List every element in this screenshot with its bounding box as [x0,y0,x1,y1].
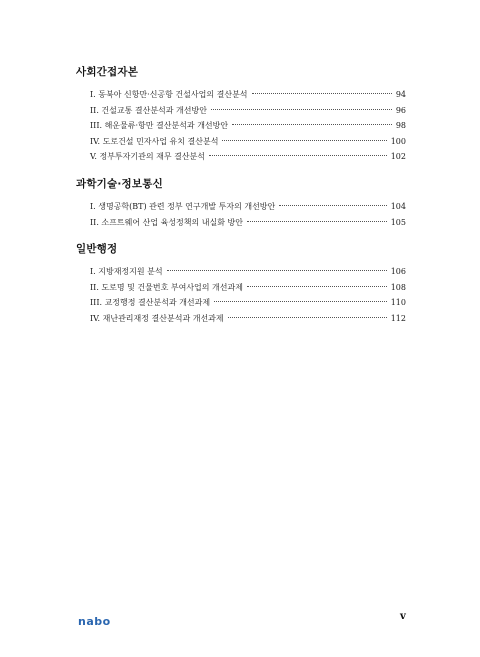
toc-entry-text: I. 동북아 신항만·신공항 건설사업의 결산분석 [90,90,248,99]
toc-entry[interactable] [90,149,406,165]
toc-entry-page: 105 [390,217,406,227]
section-title: 일반행정 [76,243,118,255]
toc-entry-page: 98 [395,121,406,130]
toc-entry[interactable] [90,87,406,103]
toc-entry-page: 100 [390,136,406,146]
toc-entry-text: III. 해운물류·항만 결산분석과 개선방안 [90,121,229,130]
toc-entry-page: 96 [395,105,406,115]
toc-entry-text: V. 정부투자기관의 재무 결산분석 [90,152,206,161]
dot-leader [252,93,392,94]
toc-entry-page: 106 [390,267,406,276]
toc-entry-text: III. 교정행정 결산분석과 개선과제 [90,298,211,307]
dot-leader [279,205,386,206]
dot-leader [167,270,387,271]
dot-leader [247,286,387,287]
dot-leader [228,317,387,318]
toc-entry-text: I. 생명공학(BT) 관련 정부 연구개발 투자의 개선방안 [90,202,276,211]
toc-entry[interactable] [90,199,406,215]
dot-leader [232,124,392,125]
toc-entry-page: 112 [390,313,406,323]
toc-section-general-administration [76,241,406,326]
dot-leader [222,140,386,141]
dot-leader [214,301,387,302]
toc-entry[interactable] [90,280,406,296]
dot-leader [247,221,387,222]
toc-entry-text: IV. 도로건설 민자사업 유치 결산분석 [90,136,219,146]
toc-entry-page: 110 [390,298,406,307]
nabo-logo: nabo [78,615,111,628]
dot-leader [211,109,392,110]
dot-leader [209,155,387,156]
toc-entry[interactable] [90,295,406,311]
toc-entry[interactable] [90,118,406,134]
section-title: 과학기술·정보통신 [76,178,163,190]
toc-section-science-ict [76,176,406,230]
toc-entry-page: 102 [390,152,406,161]
section-title: 사회간접자본 [76,66,139,78]
toc-entry[interactable] [90,264,406,280]
toc-section-social-infrastructure [76,64,406,165]
toc-entry-page: 94 [395,90,406,99]
toc-entry-page: 104 [390,202,406,211]
toc-entry[interactable] [90,134,406,150]
toc-entry-text: II. 도로명 및 건물번호 부여사업의 개선과제 [90,282,243,292]
toc-entry[interactable] [90,215,406,231]
toc-entry-text: II. 소프트웨어 산업 육성정책의 내실화 방안 [90,217,243,227]
toc-entry[interactable] [90,103,406,119]
toc-entry[interactable] [90,311,406,327]
toc-entry-text: IV. 재난관리재정 결산분석과 개선과제 [90,313,224,323]
toc-entry-text: I. 지방재정지원 분석 [90,267,163,276]
page-number: v [400,611,406,622]
toc-entry-text: II. 건설교통 결산분석과 개선방안 [90,105,207,115]
toc-entry-page: 108 [390,282,406,292]
